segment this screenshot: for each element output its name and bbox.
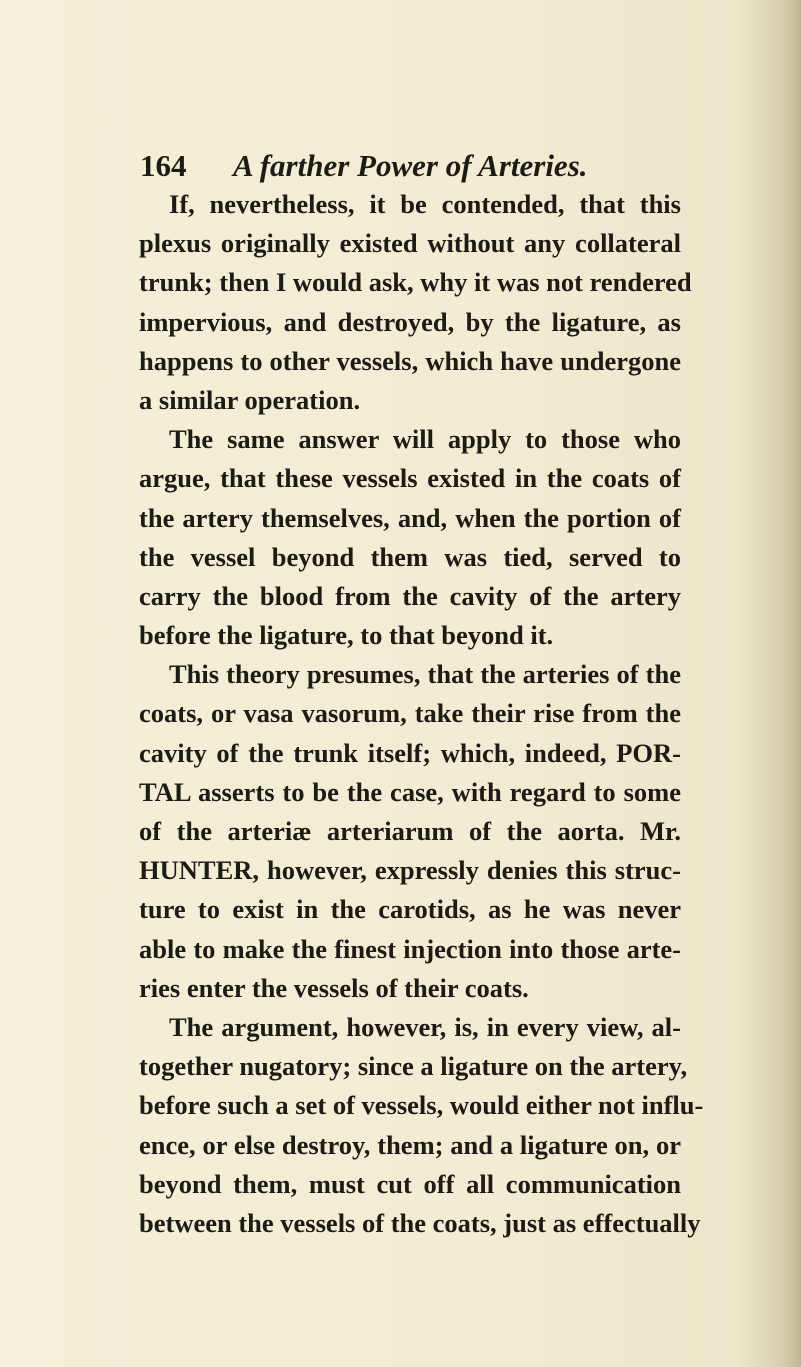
- page-edge-shading: [787, 0, 801, 1367]
- text-line: between the vessels of the coats, just as effectually: [139, 1207, 701, 1238]
- text-line: ries enter the vessels of their coats.: [139, 972, 529, 1003]
- text-line: The same answer will apply to those who: [169, 424, 681, 455]
- text-line: This theory presumes, that the arteries of the: [169, 659, 681, 690]
- text-line: TAL asserts to be the case, with regard to some: [139, 776, 681, 807]
- text-line: together nugatory; since a ligature on the artery,: [139, 1051, 688, 1082]
- text-line: coats, or vasa vasorum, take their rise from the: [139, 698, 681, 729]
- text-line: before such a set of vessels, would either not influ-: [139, 1090, 704, 1121]
- body-text: [139, 185, 704, 1243]
- text-line: argue, that these vessels existed in the coats of: [139, 463, 681, 494]
- text-line: ence, or else destroy, them; and a ligature on, or: [139, 1129, 681, 1160]
- text-line: HUNTER, however, expressly denies this struc-: [139, 855, 681, 886]
- text-line: beyond them, must cut off all communication: [139, 1168, 681, 1199]
- text-line: The argument, however, is, in every view, al-: [169, 1011, 681, 1042]
- running-title: A farther Power of Arteries.: [233, 148, 588, 183]
- page-number: 164: [140, 148, 187, 183]
- text-line: trunk; then I would ask, why it was not rendered: [139, 267, 692, 298]
- text-line: before the ligature, to that beyond it.: [139, 620, 554, 651]
- text-line: ture to exist in the carotids, as he was never: [139, 894, 681, 925]
- text-line: impervious, and destroyed, by the ligature, as: [139, 306, 681, 337]
- text-line: the vessel beyond them was tied, served to: [139, 541, 681, 572]
- text-line: plexus originally existed without any collateral: [139, 228, 681, 259]
- text-line: If, nevertheless, it be contended, that this: [169, 189, 681, 219]
- text-line: carry the blood from the cavity of the artery: [139, 580, 681, 611]
- text-line: cavity of the trunk itself; which, indeed, POR-: [139, 737, 681, 768]
- text-line: happens to other vessels, which have undergone: [139, 345, 681, 376]
- text-line: able to make the finest injection into those arte-: [139, 933, 681, 964]
- running-header: [140, 148, 680, 188]
- text-line: a similar operation.: [139, 384, 361, 415]
- text-line: of the arteriæ arteriarum of the aorta. Mr.: [139, 816, 681, 846]
- text-line: the artery themselves, and, when the portion of: [139, 502, 681, 533]
